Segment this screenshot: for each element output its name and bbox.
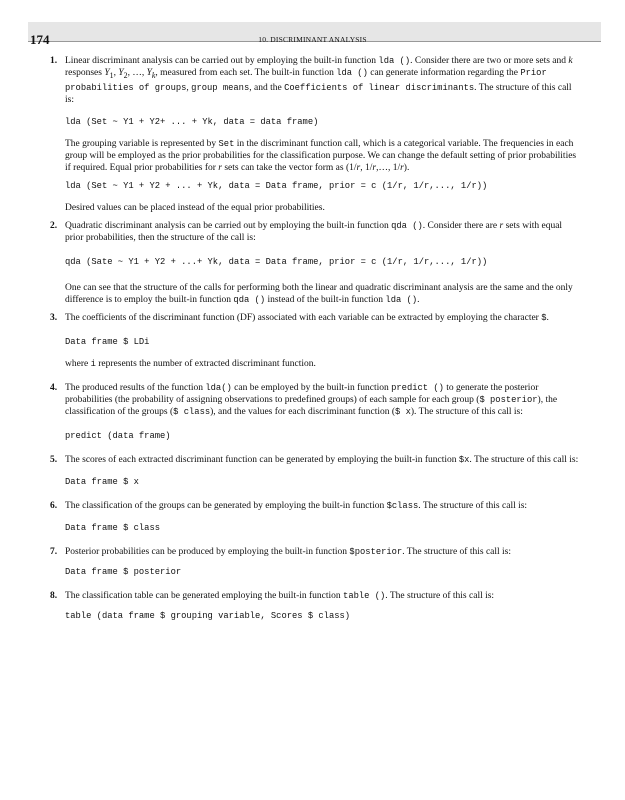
item-number: 6. (50, 500, 58, 511)
item-paragraph: The scores of each extracted discriminant function can be generated by employing the built-in function $x. The structure of this call is: (65, 454, 579, 465)
item-paragraph: The produced results of the function lda() can be employed by the built-in function predict () to generate the posterior probabilities (the probability of assigning observations to predefined groups) of each sample for each group ($ posterior), the classification of the groups ($ class), and the values for each discriminant function ($ x). The structure of this call is: (65, 382, 558, 417)
item-number: 7. (50, 546, 58, 557)
item-paragraph: Linear discriminant analysis can be carried out by employing the built-in function lda (). Consider there are two or more sets and k responses $Y_1$, $Y_2$, …, $Y_k$, measured from each set. The built-in function lda () can generate information regarding the Prior probabilities of groups, group means, and the Coefficients of linear discriminants. The structure of this call is: (65, 56, 573, 105)
item-paragraph: The grouping variable is represented by Set in the discriminant function call, which is a categorical variable. The frequencies in each group will be employed as the prior probabilities for the classification purpose. We can change the default setting of prior probabilities if required. Equal prior probabilities for r sets can take the vector form as (1/r, 1/r,…, 1/r). (65, 138, 577, 173)
list-item-8 (50, 590, 580, 622)
code-line: Data frame $ posterior (65, 566, 182, 577)
item-paragraph: Quadratic discriminant analysis can be carried out by employing the built-in function qda (). Consider there are r sets with equal prior probabilities, then the structure of the call is: (65, 220, 563, 243)
item-paragraph: The classification of the groups can be generated by employing the built-in function $class. The structure of this call is: (65, 500, 528, 511)
list-item-2 (50, 220, 580, 306)
page-content (50, 55, 580, 632)
item-number: 5. (50, 454, 58, 465)
item-paragraph: The coefficients of the discriminant function (DF) associated with each variable can be extracted by employing the character $. (65, 312, 549, 323)
item-number: 3. (50, 312, 58, 323)
list-item-7 (50, 546, 580, 578)
item-number: 8. (50, 590, 58, 601)
item-paragraph: where i represents the number of extracted discriminant function. (65, 358, 316, 369)
list-item-6 (50, 500, 580, 534)
code-line: table (data frame $ grouping variable, Scores $ class) (65, 610, 351, 621)
list-item-1 (50, 55, 580, 214)
code-line: Data frame $ x (65, 476, 139, 487)
running-head: 10. DISCRIMINANT ANALYSIS (258, 35, 367, 44)
item-number: 1. (50, 56, 58, 66)
code-line: Data frame $ LDi (65, 336, 150, 347)
page-number: 174 (30, 32, 50, 47)
item-number: 2. (50, 220, 58, 231)
list-item-3 (50, 312, 580, 370)
code-line: predict (data frame) (65, 430, 171, 441)
code-line: lda (Set ~ Y1 + Y2+ ... + Yk, data = data frame) (65, 116, 319, 127)
item-paragraph: The classification table can be generated employing the built-in function table (). The structure of this call is: (65, 590, 495, 601)
item-paragraph: One can see that the structure of the calls for performing both the linear and quadratic discriminant analysis are the same and the only difference is to employ the built-in function qda () instead of the built-in function lda (). (65, 282, 573, 305)
list-item-4 (50, 382, 580, 442)
code-line: Data frame $ class (65, 522, 161, 533)
item-number: 4. (50, 382, 58, 393)
code-line: qda (Sate ~ Y1 + Y2 + ...+ Yk, data = Data frame, prior = c (1/r, 1/r,..., 1/r)) (65, 256, 488, 267)
code-line: lda (Set ~ Y1 + Y2 + ... + Yk, data = Data frame, prior = c (1/r, 1/r,..., 1/r)) (65, 180, 488, 191)
item-paragraph: Desired values can be placed instead of the equal prior probabilities. (65, 202, 325, 213)
list-item-5 (50, 454, 580, 488)
item-paragraph: Posterior probabilities can be produced by employing the built-in function $posterior. The structure of this call is: (65, 546, 512, 557)
